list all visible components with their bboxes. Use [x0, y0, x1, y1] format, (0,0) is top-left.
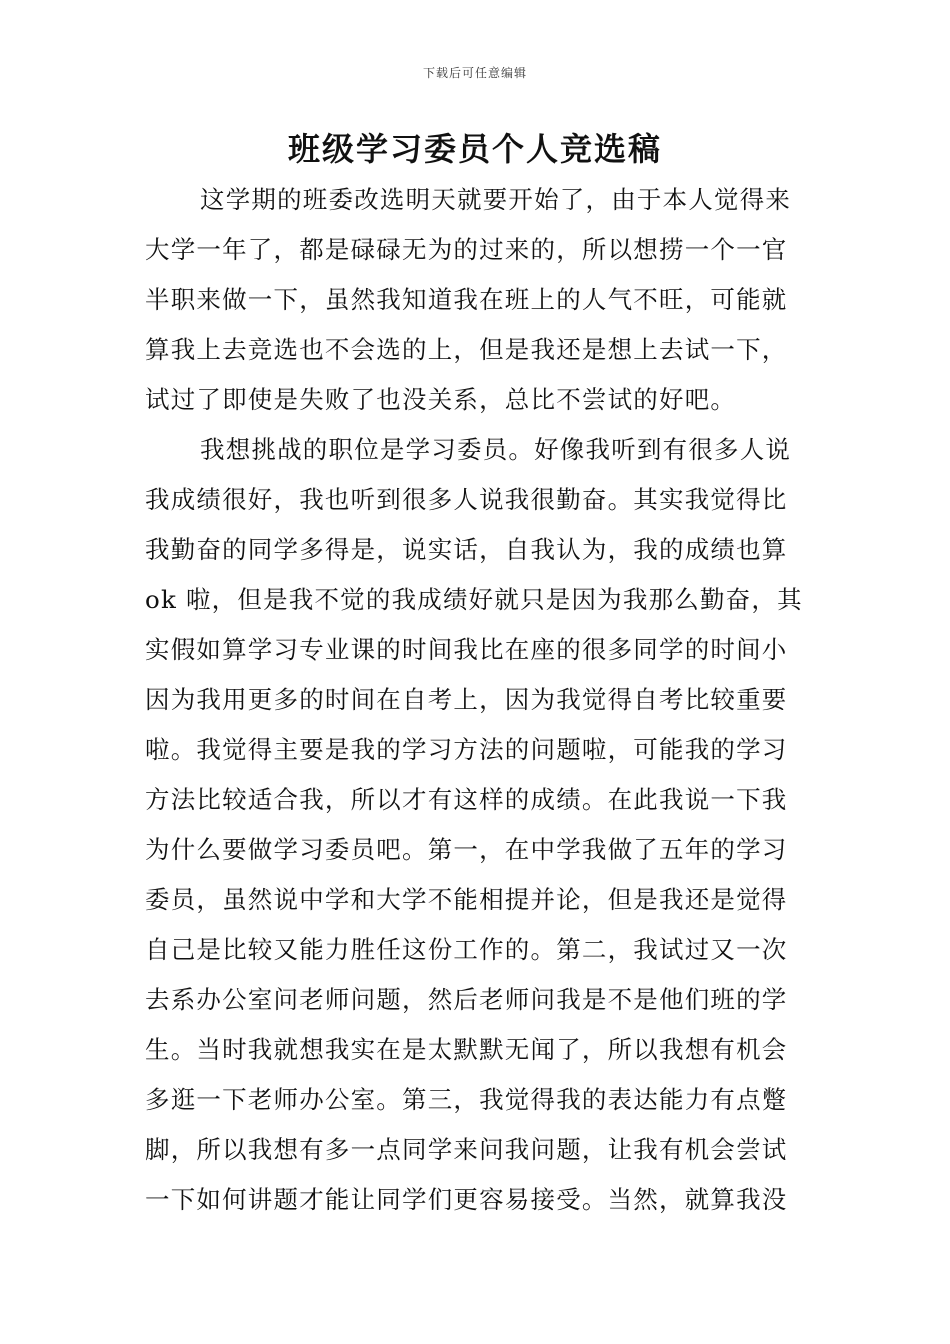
paragraph-2-line-12: 去系办公室问老师问题，然后老师问我是不是他们班的学 [145, 985, 788, 1014]
paragraph-2-line-7: 啦。我觉得主要是我的学习方法的问题啦，可能我的学习 [145, 735, 788, 764]
paragraph-2-line-1: 我想挑战的职位是学习委员。好像我听到有很多人说 [200, 435, 792, 464]
paragraph-1-line-1: 这学期的班委改选明天就要开始了，由于本人觉得来 [200, 185, 792, 214]
paragraph-2-line-5: 实假如算学习专业课的时间我比在座的很多同学的时间小 [145, 635, 788, 664]
document-title: 班级学习委员个人竞选稿 [287, 130, 662, 168]
paragraph-2-line-3: 我勤奋的同学多得是，说实话，自我认为，我的成绩也算 [145, 535, 788, 564]
paragraph-1-line-5: 试过了即使是失败了也没关系，总比不尝试的好吧。 [145, 385, 737, 414]
paragraph-2-line-2: 我成绩很好，我也听到很多人说我很勤奋。其实我觉得比 [145, 485, 788, 514]
paragraph-2-line-10: 委员，虽然说中学和大学不能相提并论，但是我还是觉得 [145, 885, 788, 914]
paragraph-2-line-11: 自己是比较又能力胜任这份工作的。第二，我试过又一次 [145, 935, 788, 964]
paragraph-2-line-4: ok 啦，但是我不觉的我成绩好就只是因为我那么勤奋，其 [145, 585, 803, 614]
paragraph-2-line-14: 多逛一下老师办公室。第三，我觉得我的表达能力有点蹩 [145, 1085, 788, 1114]
paragraph-1-line-4: 算我上去竞选也不会选的上，但是我还是想上去试一下， [145, 335, 788, 364]
paragraph-1-line-3: 半职来做一下，虽然我知道我在班上的人气不旺，可能就 [145, 285, 788, 314]
paragraph-2-line-16: 一下如何讲题才能让同学们更容易接受。当然，就算我没 [145, 1185, 788, 1214]
paragraph-2-line-9: 为什么要做学习委员吧。第一，在中学我做了五年的学习 [145, 835, 788, 864]
paragraph-2-line-6: 因为我用更多的时间在自考上，因为我觉得自考比较重要 [145, 685, 788, 714]
header-note: 下载后可任意编辑 [422, 66, 527, 80]
paragraph-2-line-8: 方法比较适合我，所以才有这样的成绩。在此我说一下我 [145, 785, 788, 814]
body-text [145, 175, 810, 1225]
paragraph-2-line-15: 脚，所以我想有多一点同学来问我问题，让我有机会尝试 [145, 1135, 788, 1164]
paragraph-1-line-2: 大学一年了，都是碌碌无为的过来的，所以想捞一个一官 [145, 235, 788, 264]
paragraph-2-line-13: 生。当时我就想我实在是太默默无闻了，所以我想有机会 [145, 1035, 788, 1064]
